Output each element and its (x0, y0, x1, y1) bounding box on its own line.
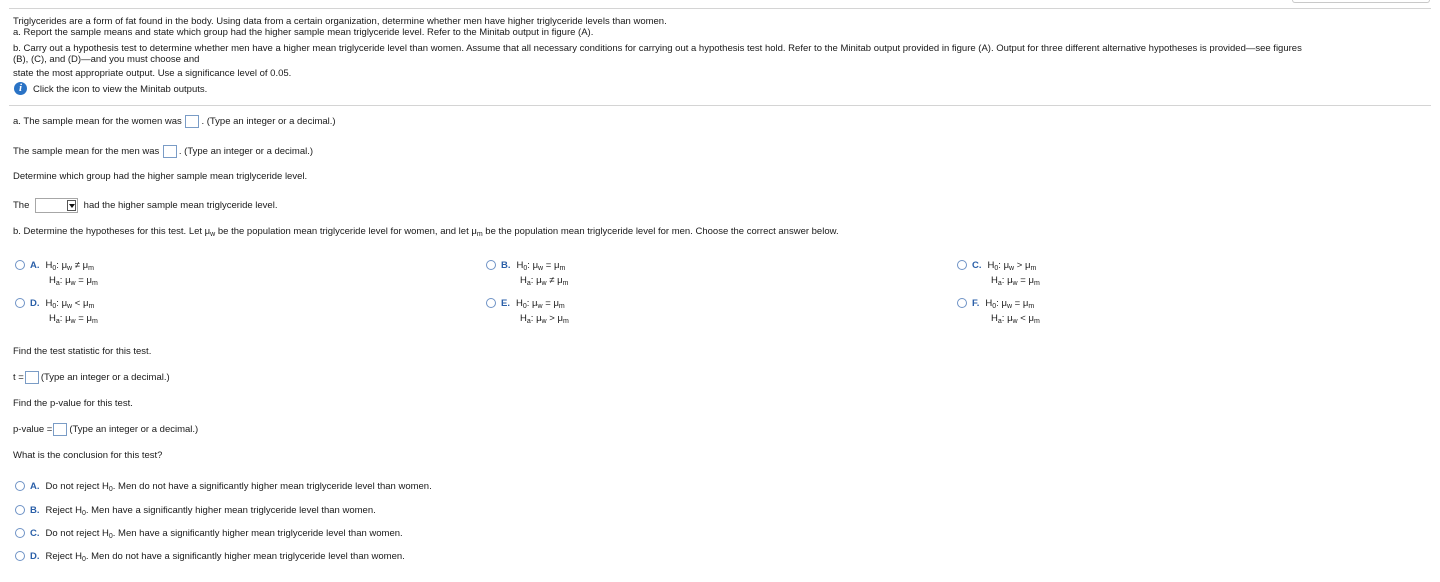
hypotheses-intro-pre: b. Determine the hypotheses for this test. Let μ (13, 226, 211, 237)
men-mean-label: The sample mean for the men was (13, 146, 160, 158)
mu-m-subscript: m (1033, 318, 1040, 325)
mu-w-subscript: w (541, 318, 547, 325)
mu-symbol: μ (82, 298, 89, 309)
radio-button[interactable] (15, 528, 25, 538)
test-stat-input[interactable] (25, 371, 39, 384)
alt-hypothesis: $H_a$: $\mu_w = \mu_m$ (49, 313, 98, 325)
option-letter: B. (501, 260, 511, 271)
intro-line-4: (B), (C), and (D)—and you must choose and (13, 54, 200, 65)
mu-symbol: μ (86, 275, 92, 286)
mu-symbol: μ (86, 313, 92, 324)
mu-m-subscript: m (559, 265, 566, 272)
mu-w-subscript: w (537, 303, 543, 310)
conclusion-text-pre: Do not reject H (45, 528, 109, 539)
mu-w-subscript: w (1012, 318, 1018, 325)
hypotheses-intro-post: be the population mean triglyceride level for men. Choose the correct answer below. (482, 226, 839, 237)
ha-label: H (49, 275, 56, 286)
mu-symbol: μ (65, 275, 71, 286)
women-mean-row (13, 115, 336, 128)
mu-w-subscript: w (210, 231, 216, 238)
alt-hypothesis: $H_a$: $\mu_w > \mu_m$ (520, 313, 569, 325)
radio-button[interactable] (486, 298, 496, 308)
mu-w-subscript: w (538, 265, 544, 272)
p-value-row (13, 423, 198, 436)
relation-symbol: = (1020, 275, 1026, 286)
option-letter: A. (30, 260, 40, 271)
radio-button[interactable] (15, 298, 25, 308)
option-letter: D. (30, 298, 40, 309)
men-mean-input[interactable] (163, 145, 177, 158)
mu-w-subscript: w (70, 280, 76, 287)
radio-button[interactable] (15, 260, 25, 270)
relation-symbol: > (549, 313, 555, 324)
radio-button[interactable] (486, 260, 496, 270)
hypothesis-option-c[interactable] (957, 260, 1040, 290)
option-letter: E. (501, 298, 510, 309)
null-hypothesis: $H_0$: $\mu_w > \mu_m$ (987, 260, 1037, 272)
hypothesis-option-e[interactable] (486, 298, 569, 328)
p-value-prompt: Find the p-value for this test. (13, 398, 133, 409)
mu-symbol: μ (1028, 313, 1034, 324)
mu-symbol: μ (1007, 313, 1013, 324)
test-stat-row (13, 371, 170, 384)
higher-group-row (13, 198, 277, 213)
alt-hypothesis: $H_a$: $\mu_w < \mu_m$ (991, 313, 1040, 325)
mu-m-subscript: m (1033, 280, 1040, 287)
ha-label: H (991, 313, 998, 324)
conclusion-text-pre: Reject H (45, 505, 82, 516)
h0-label: H (45, 260, 53, 271)
h0-subscript: 0 (523, 265, 528, 272)
women-mean-label: a. The sample mean for the women was (13, 116, 182, 128)
mu-m-subscript: m (91, 280, 98, 287)
mu-symbol: μ (1003, 260, 1010, 271)
mu-m-subscript: m (1028, 303, 1035, 310)
conclusion-text-post: . Men have a significantly higher mean triglyceride level than women. (112, 528, 403, 539)
option-letter: C. (972, 260, 982, 271)
mu-symbol: μ (553, 260, 560, 271)
mu-w-subscript: w (67, 265, 73, 272)
h0-subscript: 0 (522, 303, 527, 310)
higher-group-select[interactable] (35, 198, 78, 213)
radio-button[interactable] (957, 298, 967, 308)
mu-symbol: μ (557, 275, 563, 286)
conclusion-text-pre: Reject H (45, 551, 82, 562)
section-divider (9, 105, 1431, 106)
test-stat-hint: (Type an integer or a decimal.) (40, 372, 170, 384)
relation-symbol: = (1014, 298, 1021, 309)
null-hypothesis: $H_0$: $\mu_w \ne \mu_m$ (45, 260, 94, 272)
ha-subscript: a (997, 318, 1002, 325)
mu-m-subscript: m (88, 265, 94, 272)
h0-subscript: 0 (994, 265, 999, 272)
mu-m-subscript: m (562, 280, 569, 287)
intro-line-5: state the most appropriate output. Use a significance level of 0.05. (13, 68, 292, 79)
h0-subscript: 0 (81, 556, 86, 563)
mu-symbol: μ (553, 298, 559, 309)
relation-symbol: > (1016, 260, 1023, 271)
ha-label: H (991, 275, 998, 286)
h0-label: H (985, 298, 993, 309)
intro-line-3: b. Carry out a hypothesis test to determine whether men have a higher mean triglyceride level than women. Assume that all necessary conditions for carrying out a hypothesis test hold. Refer to the Minitab output provided in figure (A). Output for three different alternative hypotheses is provided—see figures (13, 43, 1302, 54)
alt-hypothesis: $H_a$: $\mu_w \ne \mu_m$ (520, 275, 569, 287)
hypothesis-option-f[interactable] (957, 298, 1040, 328)
mu-symbol: μ (536, 313, 542, 324)
mu-w-subscript: w (541, 280, 547, 287)
higher-group-suffix: had the higher sample mean triglyceride level. (83, 200, 278, 212)
mu-m-subscript: m (558, 303, 565, 310)
info-icon[interactable]: i (14, 82, 27, 95)
mu-symbol: μ (65, 313, 71, 324)
intro-line-2: a. Report the sample means and state which group had the higher sample mean triglyceride level. Refer to the Minitab output in figure (A). (13, 27, 594, 38)
radio-button[interactable] (957, 260, 967, 270)
option-letter: B. (30, 505, 40, 516)
conclusion-text-post: . Men do not have a significantly higher mean triglyceride level than women. (112, 481, 432, 492)
ha-subscript: a (997, 280, 1002, 287)
null-hypothesis: $H_0$: $\mu_w < \mu_m$ (45, 298, 95, 310)
ha-subscript: a (55, 280, 60, 287)
mu-symbol: μ (82, 260, 89, 271)
h0-subscript: 0 (52, 303, 57, 310)
radio-button[interactable] (15, 551, 25, 561)
conclusion-option-a[interactable] (15, 480, 432, 496)
determine-group-prompt: Determine which group had the higher sample mean triglyceride level. (13, 171, 308, 182)
conclusion-text-pre: Do not reject H (45, 481, 109, 492)
h0-subscript: 0 (52, 265, 57, 272)
mu-symbol: μ (1007, 275, 1013, 286)
top-divider (9, 8, 1431, 9)
mu-m-subscript: m (88, 303, 95, 310)
h0-subscript: 0 (108, 533, 113, 540)
option-letter: A. (30, 481, 40, 492)
relation-symbol: = (78, 275, 84, 286)
p-value-hint: (Type an integer or a decimal.) (69, 424, 199, 436)
mu-symbol: μ (557, 313, 563, 324)
hypothesis-option-b[interactable] (486, 260, 568, 290)
p-value-input[interactable] (53, 423, 67, 436)
mu-symbol: μ (1022, 298, 1029, 309)
conclusion-text-post: . Men do not have a significantly higher mean triglyceride level than women. (85, 551, 405, 562)
p-value-label: p-value = (13, 424, 53, 436)
hypothesis-option-a[interactable] (15, 260, 98, 290)
h0-subscript: 0 (81, 510, 86, 517)
mu-symbol: μ (1028, 275, 1034, 286)
test-stat-label: t = (13, 372, 24, 384)
mu-m-subscript: m (1030, 265, 1037, 272)
ha-subscript: a (526, 280, 531, 287)
hypotheses-intro (13, 226, 839, 240)
h0-subscript: 0 (992, 303, 997, 310)
option-letter: F. (972, 298, 980, 309)
hypothesis-option-d[interactable] (15, 298, 98, 328)
the-label: The (13, 200, 30, 212)
mu-symbol: μ (532, 298, 538, 309)
mu-w-subscript: w (67, 303, 73, 310)
mu-m-subscript: m (562, 318, 569, 325)
mu-symbol: μ (1024, 260, 1031, 271)
conclusion-option-c[interactable] (15, 527, 403, 543)
ha-label: H (520, 275, 527, 286)
ha-label: H (49, 313, 56, 324)
info-link[interactable]: Click the icon to view the Minitab outputs. (33, 84, 208, 95)
radio-button[interactable] (15, 505, 25, 515)
null-hypothesis: $H_0$: $\mu_w = \mu_m$ (985, 298, 1035, 310)
men-mean-row (13, 145, 313, 158)
h0-subscript: 0 (108, 486, 113, 493)
relation-symbol: = (545, 298, 551, 309)
women-mean-input[interactable] (185, 115, 199, 128)
alt-hypothesis: $H_a$: $\mu_w = \mu_m$ (49, 275, 98, 287)
relation-symbol: ≠ (74, 260, 80, 271)
conclusion-option-d[interactable] (15, 550, 405, 566)
h0-label: H (987, 260, 995, 271)
test-stat-prompt: Find the test statistic for this test. (13, 346, 152, 357)
conclusion-option-b[interactable] (15, 504, 376, 520)
mu-w-subscript: w (70, 318, 76, 325)
mu-w-subscript: w (1006, 303, 1012, 310)
option-letter: D. (30, 551, 40, 562)
chevron-down-icon (67, 200, 76, 211)
ha-subscript: a (55, 318, 60, 325)
h0-label: H (45, 298, 53, 309)
ha-label: H (520, 313, 527, 324)
h0-label: H (516, 260, 524, 271)
conclusion-prompt: What is the conclusion for this test? (13, 450, 163, 461)
null-hypothesis: $H_0$: $\mu_w = \mu_m$ (515, 298, 565, 310)
alt-hypothesis: $H_a$: $\mu_w = \mu_m$ (991, 275, 1040, 287)
mu-symbol: μ (532, 260, 539, 271)
option-letter: C. (30, 528, 40, 539)
ha-subscript: a (526, 318, 531, 325)
null-hypothesis: $H_0$: $\mu_w = \mu_m$ (516, 260, 566, 272)
hypotheses-intro-mid: be the population mean triglyceride level for women, and let μ (215, 226, 477, 237)
radio-button[interactable] (15, 481, 25, 491)
mu-symbol: μ (1001, 298, 1007, 309)
relation-symbol: = (545, 260, 552, 271)
relation-symbol: = (78, 313, 84, 324)
h0-label: H (515, 298, 523, 309)
top-tab (1292, 0, 1430, 3)
mu-w-subscript: w (1009, 265, 1015, 272)
mu-m-subscript: m (476, 231, 483, 238)
men-mean-hint: . (Type an integer or a decimal.) (178, 146, 314, 158)
mu-symbol: μ (61, 260, 68, 271)
relation-symbol: < (1020, 313, 1026, 324)
mu-symbol: μ (61, 298, 68, 309)
conclusion-text-post: . Men have a significantly higher mean triglyceride level than women. (85, 505, 376, 516)
relation-symbol: ≠ (549, 275, 555, 286)
mu-m-subscript: m (91, 318, 98, 325)
intro-line-1: Triglycerides are a form of fat found in the body. Using data from a certain organization, determine whether men have higher triglyceride levels than women. (13, 16, 667, 27)
mu-symbol: μ (536, 275, 542, 286)
women-mean-hint: . (Type an integer or a decimal.) (201, 116, 336, 128)
mu-w-subscript: w (1012, 280, 1018, 287)
relation-symbol: < (74, 298, 81, 309)
